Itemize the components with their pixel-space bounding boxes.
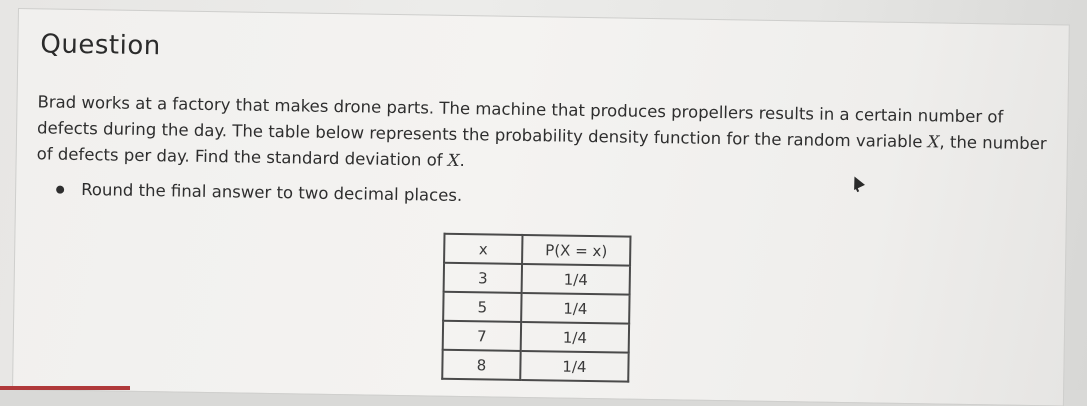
table-cell-x: 8 [442,350,520,380]
table-header-x: x [444,234,522,264]
probability-table [441,233,631,383]
table-cell-x: 3 [444,263,522,293]
table-row [443,292,629,324]
question-title: Question [40,29,161,62]
question-paragraph [36,89,1052,183]
table-header-probability: P(X = x) [522,235,630,266]
paragraph-part-1: Brad works at a factory that makes drone parts. The machine that produces propellers results in a certain number of defects during the day. The table below represents the probability density function for the random variable [36,92,1004,152]
bullet-dot-icon [56,185,64,193]
question-card [12,8,1070,406]
table-row [443,321,629,353]
table-cell-x: 7 [443,321,521,351]
table-cell-probability: 1/4 [520,351,628,382]
paragraph-part-2: , the number of defects per day. Find the standard deviation of [36,132,1047,170]
instruction-bullet [56,180,462,205]
table-cell-probability: 1/4 [522,264,630,295]
table-cell-x: 5 [443,292,521,322]
table-cell-probability: 1/4 [521,322,629,353]
table-row [442,350,628,382]
variable-x: X [447,150,460,170]
instruction-text: Round the final answer to two decimal places. [81,180,463,205]
variable-x: X [927,132,940,152]
table-header-row [444,234,630,266]
table-row [444,263,630,295]
paragraph-part-3: . [459,150,465,171]
accent-bar [0,386,130,390]
table-cell-probability: 1/4 [521,293,629,324]
